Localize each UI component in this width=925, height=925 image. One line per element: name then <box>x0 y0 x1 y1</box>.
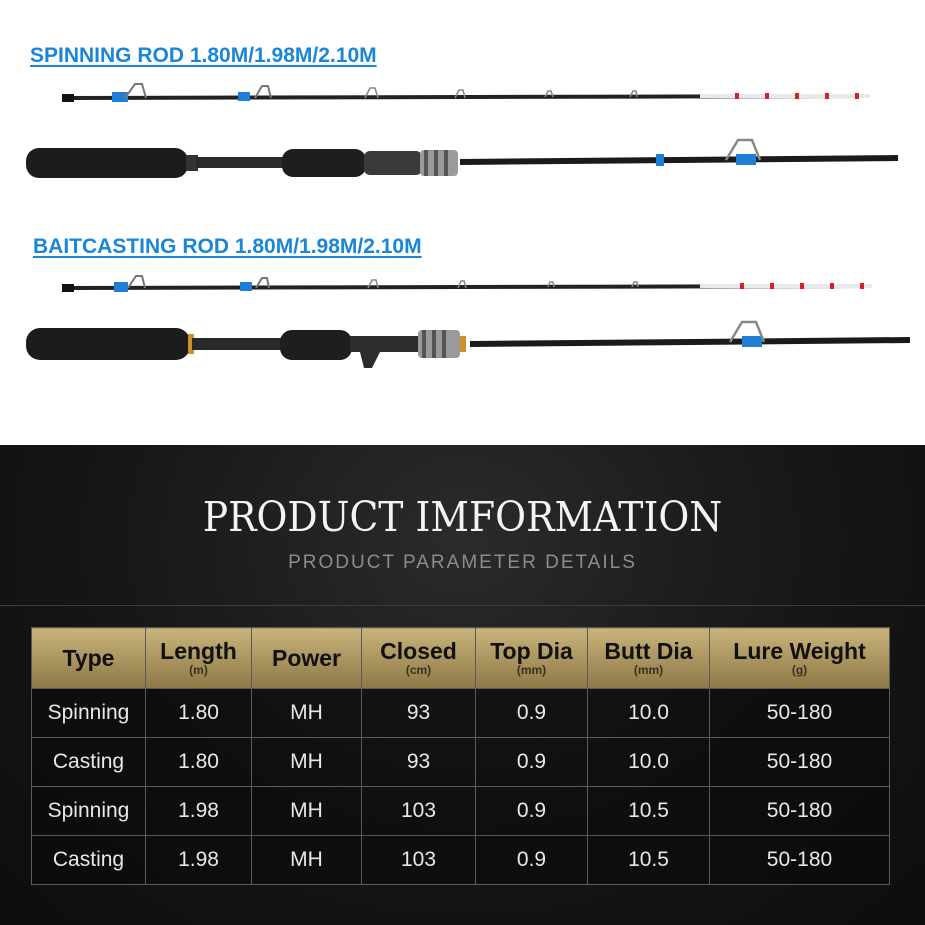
header-power: Power <box>252 628 362 689</box>
cell-power: MH <box>252 689 362 738</box>
cell-type: Casting <box>32 738 146 787</box>
cell-top-dia: 0.9 <box>476 836 588 885</box>
cell-butt-dia: 10.5 <box>588 787 710 836</box>
cell-butt-dia: 10.0 <box>588 689 710 738</box>
cell-length: 1.80 <box>146 689 252 738</box>
baitcasting-rod-tip-section <box>0 268 925 308</box>
table-row <box>32 787 890 836</box>
parameter-table <box>31 627 890 885</box>
cell-length: 1.98 <box>146 787 252 836</box>
cell-butt-dia: 10.0 <box>588 738 710 787</box>
cell-lure-weight: 50-180 <box>710 787 890 836</box>
product-image-panel <box>0 0 925 445</box>
cell-closed: 103 <box>362 787 476 836</box>
cell-top-dia: 0.9 <box>476 787 588 836</box>
spinning-rod-title: SPINNING ROD 1.80M/1.98M/2.10M <box>30 44 377 67</box>
cell-butt-dia: 10.5 <box>588 836 710 885</box>
header-top-dia: Top Dia (mm) <box>476 628 588 689</box>
cell-closed: 103 <box>362 836 476 885</box>
cell-top-dia: 0.9 <box>476 738 588 787</box>
header-type: Type <box>32 628 146 689</box>
cell-power: MH <box>252 836 362 885</box>
product-information-title: PRODUCT IMFORMATION <box>202 493 723 541</box>
baitcasting-rod-title: BAITCASTING ROD 1.80M/1.98M/2.10M <box>33 235 422 258</box>
cell-type: Casting <box>32 836 146 885</box>
cell-top-dia: 0.9 <box>476 689 588 738</box>
header-butt-dia: Butt Dia (mm) <box>588 628 710 689</box>
baitcasting-rod-butt-section <box>0 318 925 374</box>
cell-length: 1.98 <box>146 836 252 885</box>
header-closed: Closed (cm) <box>362 628 476 689</box>
cell-type: Spinning <box>32 689 146 738</box>
cell-length: 1.80 <box>146 738 252 787</box>
table-row <box>32 738 890 787</box>
header-length: Length (m) <box>146 628 252 689</box>
table-row <box>32 836 890 885</box>
cell-lure-weight: 50-180 <box>710 738 890 787</box>
header-lure-weight: Lure Weight (g) <box>710 628 890 689</box>
cell-power: MH <box>252 738 362 787</box>
cell-lure-weight: 50-180 <box>710 689 890 738</box>
section-divider <box>0 605 925 606</box>
spinning-rod-tip-section <box>0 78 925 118</box>
product-parameter-subtitle: PRODUCT PARAMETER DETAILS <box>288 552 637 573</box>
spinning-rod-butt-section <box>0 138 925 188</box>
cell-power: MH <box>252 787 362 836</box>
cell-closed: 93 <box>362 689 476 738</box>
cell-lure-weight: 50-180 <box>710 836 890 885</box>
cell-type: Spinning <box>32 787 146 836</box>
table-row <box>32 689 890 738</box>
table-header-row <box>32 628 890 689</box>
product-information-panel <box>0 445 925 925</box>
cell-closed: 93 <box>362 738 476 787</box>
